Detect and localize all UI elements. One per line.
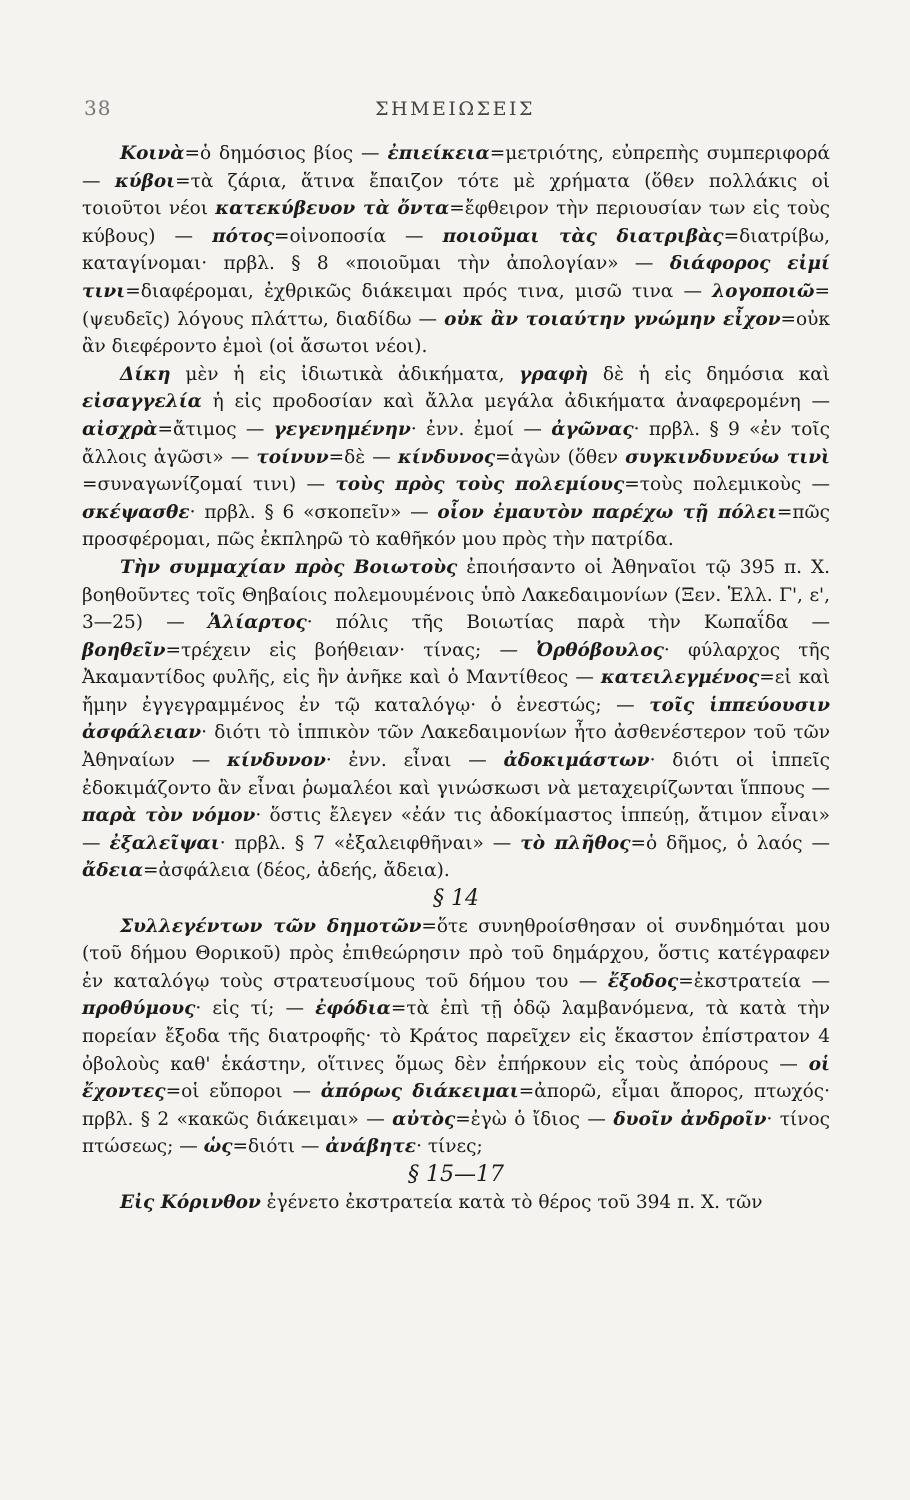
paragraph (82, 1189, 830, 1217)
gloss: ἐγένετο ἐκστρατεία κατὰ τὸ θέρος τοῦ 394 π. Χ. τῶν (260, 1191, 763, 1213)
lemma: λογοποιῶ (712, 280, 815, 302)
lemma: πότος (212, 225, 275, 247)
lemma: Κοινὰ (120, 143, 185, 164)
paragraph (82, 913, 830, 1161)
gloss: · τίνες; (416, 1136, 483, 1158)
gloss: ἡ εἰς προδοσίαν καὶ ἄλλα μεγάλα ἀδικήματα ἀναφερομένη — (201, 391, 830, 413)
gloss: =ὁ δημόσιος βίος — (184, 143, 388, 164)
lemma: κατειλεγμένος (600, 667, 760, 689)
gloss: =τρέχειν εἰς βοήθειαν· τίνας; — (165, 639, 537, 661)
paragraph (82, 140, 830, 361)
gloss: · πρβλ. § 9 «ἐν τοῖς ἄλλοις ἀγῶσι» — (82, 418, 830, 468)
gloss: · εἰς τί; — (195, 998, 316, 1020)
lemma: Συλλεγέντων τῶν δημοτῶν (120, 915, 422, 937)
gloss: =τοὺς πολεμικοὺς — (624, 474, 831, 496)
gloss: =ἐκστρατεία — (678, 970, 830, 992)
lemma: διάφορος εἰμί τινι (82, 253, 830, 302)
gloss: =οὐκ ἂν διεφέροντο ἐμοὶ (οἱ ἄσωτοι νέοι). (82, 308, 830, 358)
gloss: =οἱ εὔποροι — (165, 1081, 321, 1103)
lemma: βοηθεῖν (82, 639, 166, 661)
running-head: ΣΗΜΕΙΩΣΕΙΣ (375, 98, 535, 120)
lemma: Εἰς Κόρινθον (120, 1191, 261, 1213)
gloss: =(ψευδεῖς) λόγους πλάττω, διαδίδω — (82, 280, 830, 330)
lemma: ἔξοδος (607, 970, 679, 992)
gloss: =μετριότης, εὐπρεπὴς συμπεριφορά — (82, 143, 831, 192)
gloss: =διατρίβω, καταγίνομαι· πρβλ. § 8 «ποιοῦμαι τὴν ἀπολογίαν» — (82, 225, 830, 275)
lemma: γεγενημένην (273, 418, 411, 440)
gloss: =ἀσφάλεια (δέος, ἀδεής, ἄδεια). (143, 860, 450, 882)
gloss: ἐποιήσαντο οἱ Ἀθηναῖοι τῷ 395 π. Χ. βοηθοῦντες τοῖς Θηβαίοις πολεμουμένοις ὑπὸ Λακεδαιμονίων (Ξεν. Ἑλλ. Γ', ε', 3—25) — (82, 556, 830, 634)
lemma: ἐπιείκεια (387, 143, 490, 164)
lemma: εἰσαγγελία (82, 391, 202, 413)
section-heading: § 14 (433, 886, 479, 912)
lemma: ὡς (203, 1136, 233, 1158)
gloss: =οἰνοποσία — (274, 225, 443, 247)
gloss: =συναγωνίζομαί τινι) — (82, 474, 336, 496)
lemma: ἄδεια (82, 860, 144, 882)
paragraph (82, 361, 830, 554)
gloss: =ἀπορῶ, εἶμαι ἄπορος, πτωχός· πρβλ. § 2 «κακῶς διάκειμαι» — (82, 1081, 831, 1130)
lemma: ἀνάβητε (325, 1136, 417, 1158)
lemma: γραφὴ (519, 363, 589, 385)
lemma: κατεκύβευον τὰ ὄντα (215, 198, 450, 220)
gloss: · ἐνν. εἶναι — (325, 750, 504, 772)
gloss: δὲ ἡ εἰς δημόσια καὶ (588, 363, 830, 385)
lemma: αὐτὸς (392, 1108, 456, 1130)
lemma: τοίνυν (256, 446, 329, 468)
gloss: · διότι τὸ ἱππικὸν τῶν Λακεδαιμονίων ἦτο ἀσθενέστερον τοῦ τῶν Ἀθηναίων — (82, 722, 830, 772)
lemma: ἀγῶνας (551, 418, 634, 440)
gloss: =τὰ ζάρια, ἅτινα ἔπαιζον τότε μὲ χρήματα (ὅθεν πολλάκις οἱ τοιοῦτοι νέοι (82, 170, 830, 220)
lemma: Ὀρθόβουλος (536, 639, 664, 661)
gloss: · πρβλ. § 6 «σκοπεῖν» — (189, 501, 438, 523)
lemma: αἰσχρὰ (82, 418, 158, 440)
notes-body (82, 140, 830, 1216)
gloss: =δὲ — (328, 446, 398, 468)
page-number: 38 (84, 96, 112, 120)
lemma: ἐξαλεῖψαι (109, 832, 220, 854)
lemma: Ἁλίαρτος (207, 612, 307, 634)
lemma: οὐκ ἂν τοιαύτην γνώμην εἶχον (444, 308, 781, 330)
gloss: =ὁ δῆμος, ὁ λαός — (630, 832, 830, 854)
gloss: · φύλαρχος τῆς Ἀκαμαντίδος φυλῆς, εἰς ἣν ἀνῆκε καὶ ὁ Μαντίθεος — (82, 639, 830, 689)
gloss: =τὰ ἐπὶ τῇ ὁδῷ λαμβανόμενα, τὰ κατὰ τὴν πορείαν ἔξοδα τῆς διατροφῆς· τὸ Κράτος παρεῖχεν εἰς ἕκαστον ἐπίστρατον 4 ὀβολοὺς καθ' ἑκάστην, οἵτινες ὅμως δὲν ἐπήρκουν εἰς τοὺς ἀπόρους — (82, 998, 831, 1075)
gloss: · ἐνν. ἐμοί — (410, 418, 552, 440)
lemma: κίνδυνον (226, 750, 326, 772)
gloss: =διότι — (232, 1136, 326, 1158)
lemma: σκέψασθε (82, 501, 190, 523)
lemma: συγκινδυνεύω τινὶ (625, 446, 830, 468)
lemma: ἐφόδια (315, 998, 391, 1020)
gloss: · πρβλ. § 7 «ἐξαλειφθῆναι» — (219, 832, 521, 854)
gloss: =ἐγὼ ὁ ἴδιος — (455, 1108, 614, 1130)
lemma: ἀπόρως διάκειμαι (320, 1081, 519, 1103)
lemma: δυοῖν ἀνδροῖν (613, 1108, 767, 1130)
gloss: =ἔφθειρον τὴν περιουσίαν των εἰς τοὺς κύβους) — (82, 198, 830, 247)
gloss: μὲν ἡ εἰς ἰδιωτικὰ ἀδικήματα, (170, 363, 520, 385)
lemma: ποιοῦμαι τὰς διατριβὰς (442, 225, 724, 247)
gloss: =εἰ καὶ ἤμην ἐγγεγραμμένος ἐν τῷ καταλόγῳ· ὁ ἐνεστώς; — (82, 667, 830, 716)
paragraph (82, 554, 830, 885)
section-heading: § 15—17 (408, 1161, 504, 1187)
lemma: προθύμους (82, 998, 196, 1020)
lemma: κύβοι (114, 170, 176, 192)
gloss: · διότι οἱ ἱππεῖς ἐδοκιμάζοντο ἂν εἶναι ῥωμαλέοι καὶ γινώσκωσι νὰ μεταχειρίζωνται ἵππους — (82, 750, 830, 799)
lemma: τοὺς πρὸς τοὺς πολεμίους (335, 474, 625, 496)
gloss: =πῶς προσφέρομαι, πῶς ἐκπληρῶ τὸ καθῆκόν μου πρὸς τὴν πατρίδα. (82, 501, 830, 551)
gloss: · τίνος πτώσεως; — (82, 1108, 830, 1158)
gloss: · πόλις τῆς Βοιωτίας παρὰ τὴν Κωπαΐδα — (306, 612, 830, 634)
gloss: =ἄτιμος — (157, 418, 274, 440)
lemma: κίνδυνος (397, 446, 496, 468)
gloss: · ὅστις ἔλεγεν «ἐάν τις ἀδοκίμαστος ἱππεύῃ, ἄτιμον εἶναι» — (82, 805, 830, 854)
lemma: οἷον ἐμαυτὸν παρέχω τῇ πόλει (437, 501, 777, 523)
lemma: ἀδοκιμάστων (503, 750, 650, 772)
lemma: Τὴν συμμαχίαν πρὸς Βοιωτοὺς (120, 556, 458, 578)
lemma: τὸ πλῆθος (520, 832, 631, 854)
gloss: =ὅτε συνηθροίσθησαν οἱ συνδημόται μου (τοῦ δήμου Θορικοῦ) πρὸς ἐπιθεώρησιν πρὸ τοῦ δημάρχου, ὅστις κατέγραφεν ἐν καταλόγῳ τοὺς στρατευσίμους τοῦ δήμου του — (82, 915, 830, 992)
lemma: οἱ ἔχοντες (82, 1053, 830, 1103)
lemma: παρὰ τὸν νόμον (82, 805, 256, 827)
lemma: Δίκη (120, 363, 171, 385)
gloss: =διαφέρομαι, ἐχθρικῶς διάκειμαι πρός τινα, μισῶ τινα — (125, 280, 713, 302)
gloss: =ἀγὼν (ὅθεν (495, 446, 626, 468)
lemma: τοῖς ἱππεύουσιν ἀσφάλειαν (82, 694, 830, 744)
